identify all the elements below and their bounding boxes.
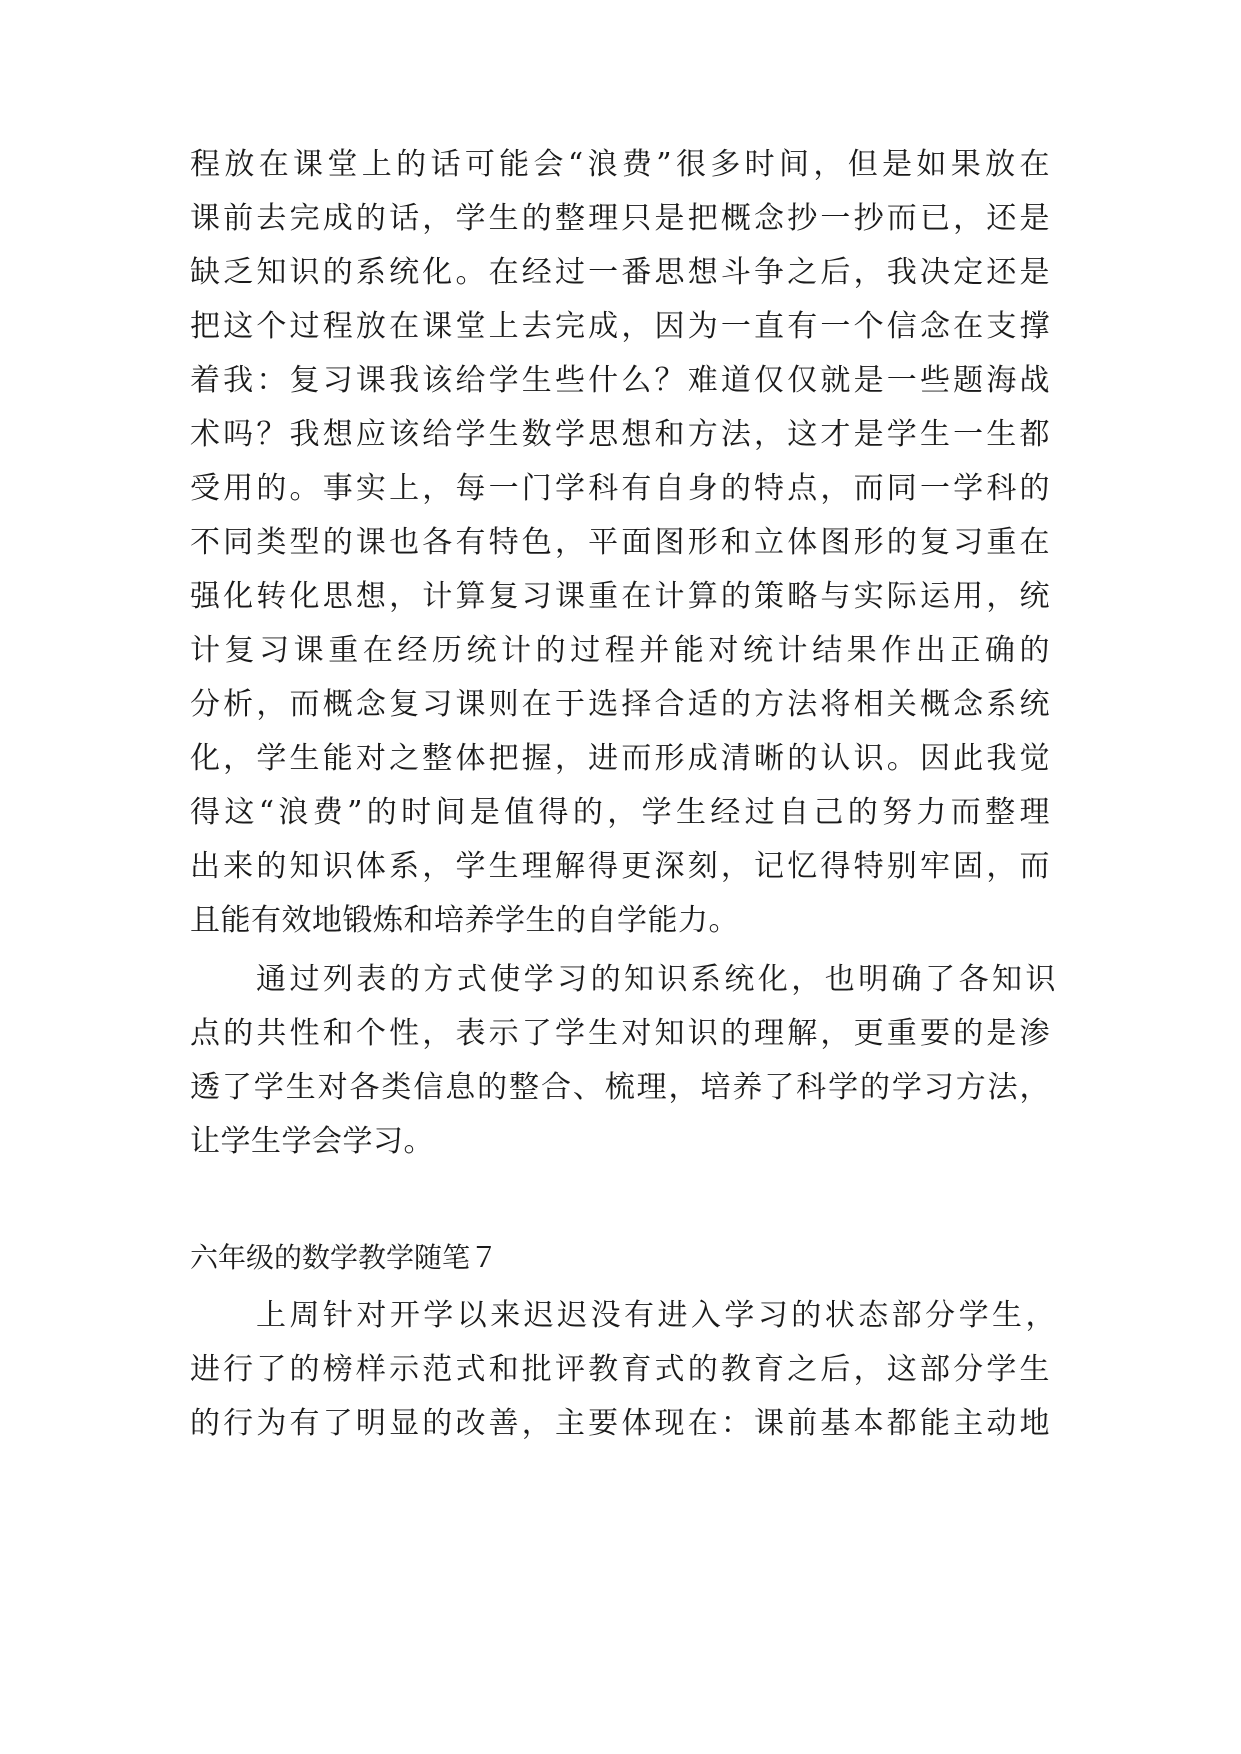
text-line: 缺乏知识的系统化。在经过一番思想斗争之后，我决定还是 bbox=[190, 255, 1050, 290]
text-line: 强化转化思想，计算复习课重在计算的策略与实际运用，统 bbox=[190, 579, 1050, 614]
text-line: 透了学生对各类信息的整合、梳理，培养了科学的学习方法， bbox=[190, 1070, 1050, 1105]
text-line: 得这“浪费”的时间是值得的，学生经过自己的努力而整理 bbox=[190, 795, 1050, 830]
text-line: 术吗？我想应该给学生数学思想和方法，这才是学生一生都 bbox=[190, 417, 1050, 452]
text-line: 程放在课堂上的话可能会“浪费”很多时间，但是如果放在 bbox=[190, 147, 1050, 182]
text-line: 受用的。事实上，每一门学科有自身的特点，而同一学科的 bbox=[190, 471, 1050, 506]
text-line: 进行了的榜样示范式和批评教育式的教育之后，这部分学生 bbox=[190, 1352, 1050, 1387]
text-line: 不同类型的课也各有特色，平面图形和立体图形的复习重在 bbox=[190, 525, 1050, 560]
text-line: 的行为有了明显的改善，主要体现在：课前基本都能主动地 bbox=[190, 1406, 1050, 1441]
text-line: 分析，而概念复习课则在于选择合适的方法将相关概念系统 bbox=[190, 687, 1050, 722]
text-line: 计复习课重在经历统计的过程并能对统计结果作出正确的 bbox=[190, 633, 1050, 668]
text-line: 上周针对开学以来迟迟没有进入学习的状态部分学生， bbox=[256, 1298, 1056, 1333]
text-line: 课前去完成的话，学生的整理只是把概念抄一抄而已，还是 bbox=[190, 201, 1050, 236]
text-line: 着我：复习课我该给学生些什么？难道仅仅就是一些题海战 bbox=[190, 363, 1050, 398]
text-line: 且能有效地锻炼和培养学生的自学能力。 bbox=[190, 903, 739, 938]
text-line: 点的共性和个性，表示了学生对知识的理解，更重要的是渗 bbox=[190, 1016, 1050, 1051]
text-line: 通过列表的方式使学习的知识系统化，也明确了各知识 bbox=[256, 962, 1056, 997]
text-line: 出来的知识体系，学生理解得更深刻，记忆得特别牢固，而 bbox=[190, 849, 1050, 884]
text-line: 把这个过程放在课堂上去完成，因为一直有一个信念在支撑 bbox=[190, 309, 1050, 344]
text-line: 化，学生能对之整体把握，进而形成清晰的认识。因此我觉 bbox=[190, 741, 1050, 776]
text-line: 让学生学会学习。 bbox=[190, 1124, 434, 1159]
section-title: 六年级的数学教学随笔７ bbox=[190, 1241, 499, 1274]
